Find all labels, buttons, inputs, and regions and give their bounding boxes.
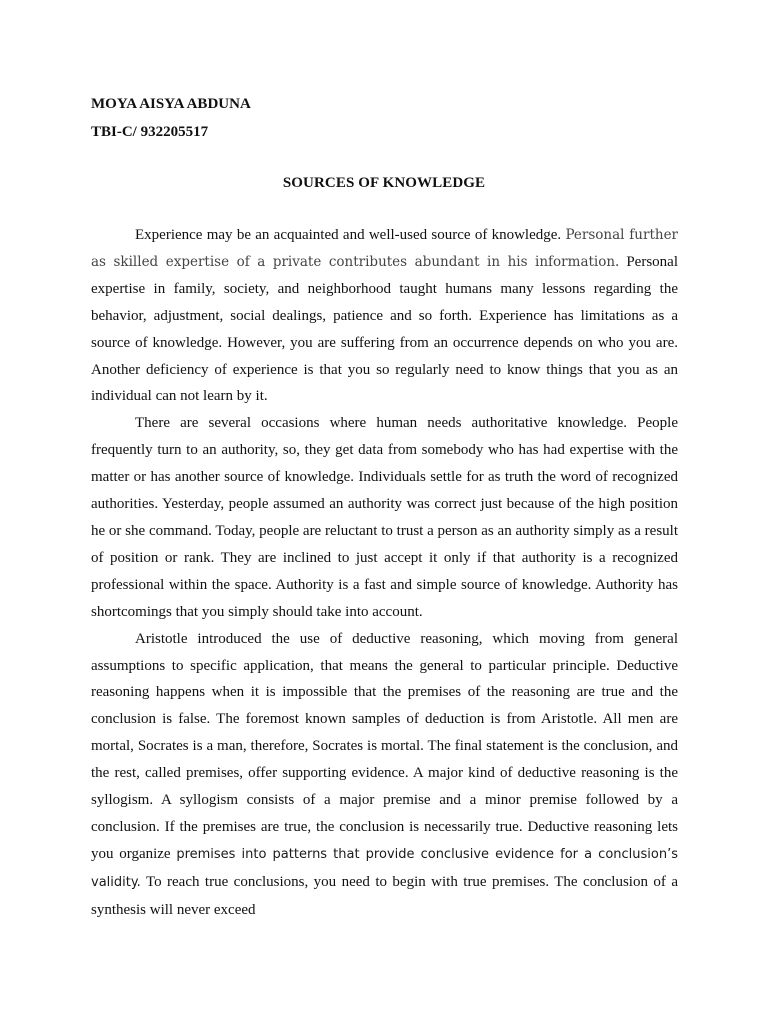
paragraph-3-sentence-3: To reach true conclusions, you need to begin with true premises. The conclusion of a synthesis will never exceed [91,873,678,918]
paragraph-authority: There are several occasions where human needs authoritative knowledge. People frequently turn to an authority, so, they get data from somebody who has had expertise with the matter or has another source of knowledge. Individuals settle for as truth the word of recognized authorities. Yesterday, people assumed an authority was correct just because of the high position he or she command. Today, people are reluctant to trust a person as an authority simply as a result of position or rank. They are inclined to just accept it only if that authority is a recognized professional within the space. Authority is a fast and simple source of knowledge. Authority has shortcomings that you simply should take into account. [91,415,678,620]
author-name: MOYA AISYA ABDUNA [91,96,251,112]
paragraph-1-sentence-1: Experience may be an acquainted and well-used source of knowledge. [135,227,562,243]
paragraph-3-sentence-1: Aristotle introduced the use of deductive reasoning, which moving from general assumptions to specific application, that means the general to particular principle. Deductive reasoning happens when it is impossible that the premises of the reasoning are true and the conclusion is false. The foremost known samples of deduction is from Aristotle. All men are mortal, Socrates is a man, therefore, Socrates is mortal. The final statement is the conclusion, and the rest, called premises, offer supporting evidence. A major kind of deductive reasoning is the syllogism. A syllogism consists of a major premise and a minor premise followed by a conclusion. If the premises are true, the conclusion is necessarily true. Deductive reasoning lets you organize [91,630,678,862]
document-body [91,222,678,924]
paragraph-1-sentence-2: Personal further as skilled expertise of a private contributes abundant in his information. [91,227,679,270]
paragraph-experience [91,222,678,410]
author-header [91,90,251,146]
paragraph-3-sentence-2: premises into patterns that provide conclusive evidence for a conclusion’s validity. [91,846,679,890]
student-id: TBI-C/ 932205517 [91,124,209,140]
paragraph-deductive-reasoning [91,626,678,924]
paragraph-1-sentence-3: Personal expertise in family, society, and neighborhood taught humans many lessons regarding the behavior, adjustment, social dealings, patience and so forth. Experience has limitations as a source of knowledge. However, you are suffering from an occurrence depends on who you are. Another deficiency of experience is that you so regularly need to know things that you as an individual can not learn by it. [91,253,678,405]
document-title: SOURCES OF KNOWLEDGE [282,175,486,191]
